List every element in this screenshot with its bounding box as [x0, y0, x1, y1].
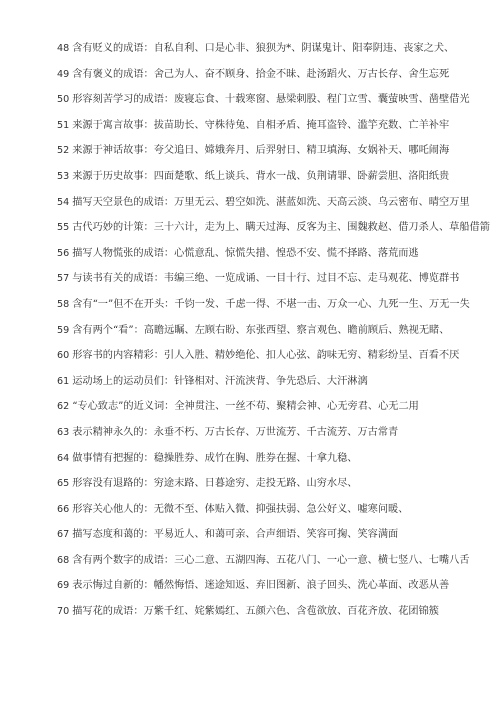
item-text: 形容没有退路的：穷途末路、日暮途穷、走投无路、山穷水尽、 [72, 478, 358, 490]
item-number: 53 [57, 170, 70, 182]
list-item [57, 65, 497, 91]
list-item [57, 372, 497, 398]
list-item [57, 551, 497, 577]
item-text: 来源于寓言故事：拔苗助长、守株待兔、自相矛盾、掩耳盗铃、滥竽充数、亡羊补牢 [72, 119, 450, 131]
item-text: “专心致志”的近义词：全神贯注、一丝不苟、聚精会神、心无旁君、心无二用 [72, 401, 419, 413]
item-number: 51 [57, 119, 70, 131]
item-text: 描写人物慌张的成语：心慌意乱、惊慌失措、惶恐不安、慌不择路、落荒而逃 [72, 247, 419, 259]
item-number: 52 [57, 145, 70, 157]
item-text: 含有褒义的成语：舍己为人、奋不顾身、拾金不昧、赴汤蹈火、万古长存、舍生忘死 [72, 68, 450, 80]
item-number: 64 [57, 452, 70, 464]
list-item [57, 90, 497, 116]
item-text: 古代巧妙的计策：三十六计，走为上、瞒天过海、反客为主、围魏救赵、借刀杀人、草船借箭 [72, 222, 490, 234]
item-number: 48 [57, 43, 70, 54]
item-number: 67 [57, 529, 70, 541]
list-item [57, 167, 497, 193]
item-text: 来源于历史故事：四面楚歌、纸上谈兵、背水一战、负荆请罪、卧薪尝胆、洛阳纸贵 [72, 170, 450, 182]
list-item [57, 525, 497, 551]
item-text: 表示悔过自新的：幡然悔悟、迷途知返、弃旧图新、浪子回头、洗心革面、改恶从善 [72, 580, 450, 592]
list-item [57, 193, 497, 219]
item-number: 70 [57, 606, 70, 618]
item-text: 含有“一”但不在开头：千钧一发、千虑一得、不堪一击、万众一心、九死一生、万无一失 [72, 298, 470, 310]
item-text: 形容书的内容精彩：引人入胜、精妙绝伦、扣人心弦、韵味无穷、精彩纷呈、百看不厌 [72, 350, 460, 362]
list-item [57, 576, 497, 602]
item-text: 形容刻苦学习的成语：废寝忘食、十载寒窗、悬梁刺股、程门立雪、囊萤映雪、凿壁借光 [72, 94, 470, 106]
item-text: 与读书有关的成语：韦编三绝、一览成诵、一目十行、过目不忘、走马观花、博览群书 [72, 273, 460, 285]
item-number: 66 [57, 503, 70, 515]
list-item [57, 602, 497, 628]
item-number: 59 [57, 324, 70, 336]
list-item [57, 295, 497, 321]
list-item [57, 141, 497, 167]
idiom-list [57, 39, 497, 628]
item-number: 69 [57, 580, 70, 592]
item-text: 运动场上的运动员们：针锋相对、汗流浃背、争先恐后、大汗淋漓 [72, 375, 368, 387]
list-item [57, 346, 497, 372]
item-text: 做事情有把握的：稳操胜券、成竹在胸、胜券在握、十拿九稳、 [72, 452, 358, 464]
item-number: 58 [57, 298, 70, 310]
list-item [57, 218, 497, 244]
item-number: 50 [57, 94, 70, 106]
item-number: 49 [57, 68, 70, 80]
list-item [57, 321, 497, 347]
item-text: 含有两个数字的成语：三心二意、五湖四海、五花八门、一心一意、横七竖八、七嘴八舌 [72, 554, 470, 566]
list-item [57, 449, 497, 475]
list-item [57, 474, 497, 500]
list-item [57, 269, 497, 295]
item-text: 描写天空景色的成语：万里无云、碧空如洗、湛蓝如洗、天高云淡、乌云密布、晴空万里 [72, 196, 470, 208]
item-number: 56 [57, 247, 70, 259]
item-text: 表示精神永久的：永垂不朽、万古长存、万世流芳、千古流芳、万古常青 [72, 426, 399, 438]
list-item [57, 397, 497, 423]
item-number: 62 [57, 401, 70, 413]
item-number: 61 [57, 375, 70, 387]
list-item [57, 39, 497, 65]
item-text: 含有贬义的成语：自私自利、口是心非、狼狈为*、阴谋鬼计、阳奉阴违、丧家之犬、 [72, 43, 455, 54]
list-item [57, 500, 497, 526]
list-item [57, 116, 497, 142]
item-number: 55 [57, 222, 70, 234]
item-text: 描写花的成语：万紫千红、姹紫嫣红、五颜六色、含苞欲放、百花齐放、花团锦簇 [72, 606, 439, 618]
item-number: 57 [57, 273, 70, 285]
item-number: 54 [57, 196, 70, 208]
item-text: 来源于神话故事：夸父追日、嫦娥奔月、后羿射日、精卫填海、女娲补天、哪吒闹海 [72, 145, 450, 157]
list-item [57, 423, 497, 449]
item-text: 形容关心他人的：无微不至、体贴入微、抑强扶弱、急公好义、嘘寒问暖、 [72, 503, 409, 515]
list-item [57, 244, 497, 270]
item-number: 65 [57, 478, 70, 490]
item-number: 68 [57, 554, 70, 566]
item-text: 含有两个“看”：高瞻远瞩、左顾右盼、东张西望、察言观色、瞻前顾后、熟视无睹、 [72, 324, 450, 336]
item-text: 描写态度和蔼的：平易近人、和蔼可亲、合声细语、笑容可掬、笑容满面 [72, 529, 399, 541]
item-number: 60 [57, 350, 70, 362]
item-number: 63 [57, 426, 70, 438]
